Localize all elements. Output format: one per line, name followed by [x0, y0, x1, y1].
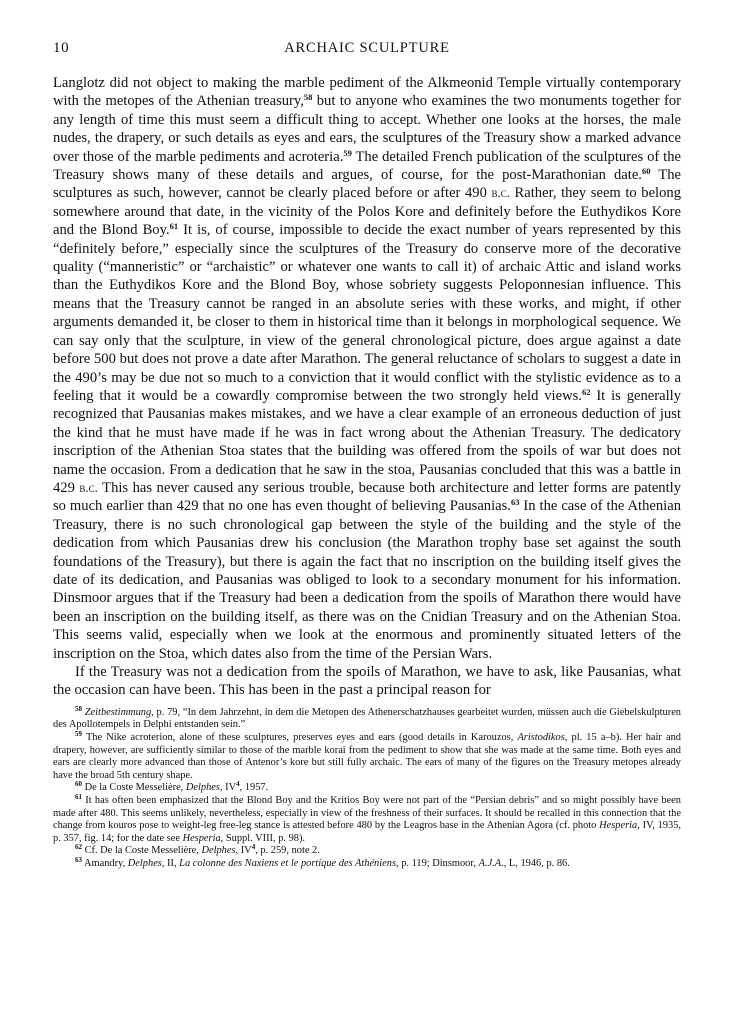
work-title: Delphes — [127, 857, 162, 869]
work-title: La colonne des Naxiens et le portique des Athéniens — [179, 857, 396, 869]
footnote-text: , p. 119; Dinsmoor, — [396, 857, 479, 869]
footnote-ref: 62 — [581, 386, 591, 397]
footnote-text: , 1957. — [239, 782, 269, 794]
footnote-number: 59 — [75, 730, 82, 738]
footnote-ref: 63 — [510, 497, 520, 508]
text-span: It is, of course, impossible to decide the exact number of years represented by this “definitely before,” especially since the sculptures of the Treasury do conserve more of the decorative quality (“manneristic” or “archaistic” or whatever one wants to call it) of archaic Attic and island works than the Euthydikos Kore and the Blond Boy, whose sobriety suggests Peloponnesian influence. This means that the Treasury cannot be ranged in an absolute series with these works, and might, if other arguments demanded it, be closer to them in historical time than it belongs in morphological sequence. We can say only that the sculpture, in view of the general chronological picture, does argue against a date before 500 but does not prove a date after Marathon. The general reluctance of scholars to suggest a date in the 490’s may be due not so much to a conviction that it would conflict with the stylistic evidence as to a feeling that it would be a cowardly compromise between the two strongly held views. — [53, 222, 681, 404]
work-title: Delphes — [185, 782, 220, 794]
footnote-60 — [53, 782, 681, 795]
text-span: It is generally recognized that Pausanias makes mistakes, and we have a clear example of an erroneous deduction of just the kind that he must have made if he was in fact wrong about the Athenian Treasury. The dedicatory inscription of the Athenian Stoa states that the building was offered from the spoils of war but does not name the occasion. From a dedication that he saw in the stoa, Pausanias concluded that this was a battle in 429 — [53, 387, 681, 496]
main-text — [53, 74, 681, 700]
work-title: Hesperia — [182, 832, 221, 844]
footnote-text: , p. 79, “In dem Jahrzehnt, in dem die Metopen des Athenerschatzhauses gearbeitet wurden, müssen auch die Giebelskulpturen des Apollotempels in Delphi entstanden sein.” — [53, 706, 681, 731]
footnote-text: , Suppl. VIII, p. 98). — [220, 832, 306, 844]
work-title: Hesperia — [599, 820, 638, 832]
work-title: Zeitbestimmung — [84, 706, 152, 718]
text-span: Rather, they seem to belong somewhere around that date, in the vicinity of the Polos Kore and definitely before the Euthydikos Kore and the Blond Boy. — [53, 185, 681, 239]
era-abbreviation: b.c. — [79, 479, 98, 495]
footnote-ref: 60 — [641, 166, 651, 177]
text-span: This has never caused any serious trouble, because both architecture and letter forms are patently so much earlier than 429 that no one has even thought of believing Pausanias. — [53, 479, 681, 515]
footnote-62 — [53, 845, 681, 858]
footnote-number: 60 — [75, 780, 82, 789]
footnote-59 — [53, 732, 681, 782]
footnote-text: , IV — [219, 782, 237, 794]
paragraph — [53, 74, 681, 663]
superscript: 4 — [251, 843, 256, 852]
footnote-text: , p. 259, note 2. — [255, 845, 320, 857]
footnote-63 — [53, 855, 681, 871]
footnotes — [53, 704, 682, 871]
footnote-number: 61 — [75, 792, 82, 801]
text-span: The sculptures as such, however, cannot be clearly placed before or after 490 — [53, 167, 682, 202]
work-title: A.J.A. — [478, 857, 504, 869]
footnote-number: 62 — [75, 843, 82, 852]
work-title: Aristodikos — [517, 732, 565, 743]
text-span: If the Treasury was not a dedication from the spoils of Marathon, we have to ask, like Pausanias, what the occasion can have been. This has been in the past a principal reason for — [53, 664, 681, 699]
text-span: Langlotz did not object to making the marble pediment of the Alkmeonid Temple virtually contemporary with the metopes of the Athenian treasury, — [53, 75, 681, 110]
text-span: but to anyone who examines the two monuments together for any length of time this must seem a difficult thing to accept. Whether one looks at the horses, the male nudes, the drapery, or such details as eyes and ears, the sculptures of the Treasury show a marked advance over those of the marble pediments and acroteria. — [53, 93, 681, 165]
footnote-58 — [53, 704, 681, 732]
running-title: ARCHAIC SCULPTURE — [284, 40, 450, 56]
footnote-text: Cf. De la Coste Messelière, — [82, 845, 202, 857]
book-page — [53, 40, 681, 871]
footnote-ref: 59 — [343, 147, 352, 158]
footnote-61 — [53, 792, 681, 845]
page-header — [53, 40, 681, 62]
superscript: 4 — [236, 780, 240, 789]
footnote-number: 58 — [75, 704, 82, 713]
footnote-text: The Nike acroterion, alone of these sculptures, preserves eyes and ears (good details in Karouzos, — [82, 732, 518, 743]
footnote-text: , L, 1946, p. 86. — [503, 857, 570, 869]
footnote-text: , IV — [235, 845, 252, 857]
footnote-text: Amandry, — [82, 857, 128, 869]
footnote-text: , II, — [161, 857, 180, 869]
footnote-text: , IV, 1935, p. 357, fig. 14; for the date see — [53, 820, 681, 844]
text-span: In the case of the Athenian Treasury, there is no such chronological gap between the style of the building and the style of the dedication from which Pausanias drew his conclusion (the Marathon trophy base set against the south foundations of the Treasury), but there is again the fact that no inscription on the building itself gives the date of its dedication, and Pausanias was obliged to look to a secondary monument for his information. Dinsmoor argues that if the Treasury had been a dedication from the spoils of Marathon there would have been an inscription on the building itself, as there was on the Cnidian Treasury and on the Athenian Stoa. This seems valid, especially when we look at the enormous and prominently situated letters of the inscription on the Stoa, which dates also from the time of the Persian Wars. — [53, 498, 681, 662]
footnote-ref: 58 — [303, 92, 313, 103]
era-abbreviation: b.c. — [491, 185, 510, 201]
footnote-ref: 61 — [169, 221, 179, 232]
work-title: Delphes — [201, 845, 236, 857]
footnote-text: De la Coste Messelière, — [82, 782, 186, 794]
paragraph — [53, 663, 681, 700]
footnote-text: , pl. 15 a–b). Her hair and drapery, however, are sufficiently similar to those of the marble korai from the pediment to show that she was made at the same time. Both eyes and ears are clearly more advanced than those of Antenor’s kore but still fully archaic. The ears of many of the figures on the Treasury metopes already have the broad 5th century shape. — [53, 732, 682, 781]
footnote-number: 63 — [75, 855, 82, 864]
footnote-text: It has often been emphasized that the Blond Boy and the Kritios Boy were not part of the “Persian debris” and so might possibly have been made after 480. This seems unlikely, nevertheless, especially in view of the freshness of their surfaces. It should be recalled in this connection that the change from kouros pose to weight-leg free-leg stance is attested before 480 by the Leagros base in the Athenian Agora (cf. photo — [53, 794, 681, 832]
page-number: 10 — [53, 40, 70, 56]
text-span: The detailed French publication of the sculptures of the Treasury shows many of these details and argues, of course, for the post-Marathonian date. — [53, 148, 681, 184]
